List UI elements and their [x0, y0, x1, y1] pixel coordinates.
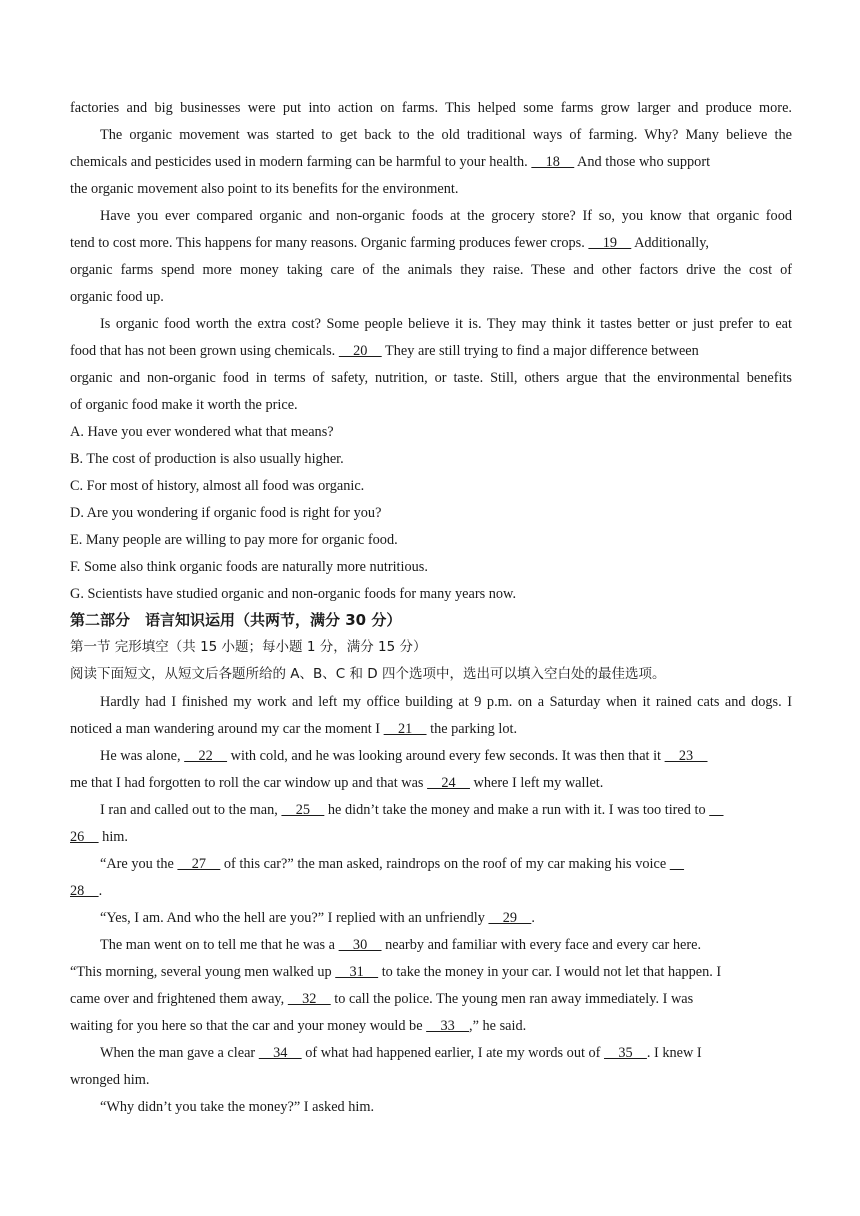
text-span: noticed a man wandering around my car the moment I — [70, 721, 381, 737]
text-span: “Are you the — [100, 856, 174, 872]
paragraph-line: wronged him. — [70, 1072, 150, 1088]
answer-blank-24: 24 — [427, 775, 470, 791]
text-span: where I left my wallet. — [473, 775, 604, 791]
paragraph-line — [100, 1043, 792, 1063]
option-a: A. Have you ever wondered what that means? — [70, 424, 334, 440]
answer-blank-22: 22 — [184, 748, 228, 764]
text-span: “Yes, I am. And who the hell are you?” I replied with an unfriendly — [100, 910, 485, 926]
text-span: chemicals and pesticides used in modern farming can be harmful to your health. — [70, 154, 528, 170]
answer-blank-32: 32 — [287, 991, 331, 1007]
text-span: . — [531, 910, 535, 926]
section-heading: 第一节 完形填空（共 15 小题；每小题 1 分，满分 15 分） — [70, 639, 427, 655]
paragraph-line: organic and non-organic food in terms of safety, nutrition, or taste. Still, others argue that the environmental benefits — [70, 370, 792, 386]
text-span: of what had happened earlier, I ate my words out of — [305, 1045, 601, 1061]
paragraph-line — [70, 152, 792, 172]
text-span: to take the money in your car. I would not let that happen. I — [381, 964, 722, 980]
paragraph-line: The organic movement was started to get back to the old traditional ways of farming. Why? Many believe the — [100, 127, 792, 143]
paragraph-line: Hardly had I finished my work and left my office building at 9 p.m. on a Saturday when it rained cats and dogs. I — [100, 694, 792, 710]
text-span: He was alone, — [100, 748, 181, 764]
text-span: of this car?” the man asked, raindrops on the roof of my car making his voice — [223, 856, 667, 872]
option-e: E. Many people are willing to pay more for organic food. — [70, 532, 398, 548]
paragraph-line — [70, 962, 792, 982]
text-span: They are still trying to find a major difference between — [385, 343, 699, 359]
answer-blank-28: 28 — [70, 883, 99, 899]
answer-blank-34: 34 — [258, 1045, 302, 1061]
option-g: G. Scientists have studied organic and non-organic foods for many years now. — [70, 586, 517, 602]
paragraph-line — [70, 827, 792, 847]
paragraph-line: factories and big businesses were put into action on farms. This helped some farms grow larger and produce more. — [70, 100, 792, 116]
answer-blank-27: 27 — [177, 856, 221, 872]
text-span: food that has not been grown using chemicals. — [70, 343, 336, 359]
answer-blank-29: 29 — [488, 910, 532, 926]
text-span: tend to cost more. This happens for many reasons. Organic farming produces fewer crops. — [70, 235, 585, 251]
text-span: he didn’t take the money and make a run with it. I was too tired to — [327, 802, 706, 818]
paragraph-line — [70, 773, 792, 793]
answer-blank-28-start — [670, 856, 684, 872]
text-span: to call the police. The young men ran away immediately. I was — [334, 991, 694, 1007]
answer-blank-21: 21 — [383, 721, 427, 737]
answer-blank-35: 35 — [604, 1045, 647, 1061]
text-span: ,” he said. — [469, 1018, 527, 1034]
instruction-text: 阅读下面短文，从短文后各题所给的 A、B、C 和 D 四个选项中，选出可以填入空白处的最佳选项。 — [70, 666, 666, 682]
paragraph-line — [100, 854, 792, 874]
paragraph-line — [70, 989, 792, 1009]
answer-blank-31: 31 — [335, 964, 379, 980]
answer-blank-33: 33 — [426, 1018, 470, 1034]
paragraph-line: “Why didn’t you take the money?” I asked him. — [100, 1099, 375, 1115]
paragraph-line — [70, 341, 792, 361]
text-span: Additionally, — [634, 235, 709, 251]
text-span: I ran and called out to the man, — [100, 802, 278, 818]
answer-blank-20: 20 — [338, 343, 382, 359]
paragraph-line: the organic movement also point to its benefits for the environment. — [70, 181, 459, 197]
text-span: When the man gave a clear — [100, 1045, 256, 1061]
paragraph-line — [70, 233, 792, 253]
text-span: with cold, and he was looking around every few seconds. It was then that it — [230, 748, 662, 764]
paragraph-line: Is organic food worth the extra cost? Some people believe it is. They may think it tastes better or just prefer to eat — [100, 316, 792, 332]
paragraph-line: organic farms spend more money taking care of the animals they raise. These and other factors drive the cost of — [70, 262, 792, 278]
answer-blank-23: 23 — [664, 748, 708, 764]
text-span: . I knew I — [646, 1045, 702, 1061]
option-f: F. Some also think organic foods are naturally more nutritious. — [70, 559, 428, 575]
text-span: nearby and familiar with every face and every car here. — [385, 937, 702, 953]
answer-blank-26-start — [709, 802, 723, 818]
answer-blank-19: 19 — [588, 235, 632, 251]
answer-blank-25: 25 — [281, 802, 325, 818]
option-b: B. The cost of production is also usually higher. — [70, 451, 344, 467]
paragraph-line — [100, 746, 792, 766]
text-span: waiting for you here so that the car and your money would be — [70, 1018, 423, 1034]
text-span: And those who support — [577, 154, 711, 170]
text-span: came over and frightened them away, — [70, 991, 285, 1007]
text-span: him. — [102, 829, 128, 845]
paragraph-line — [70, 1016, 792, 1036]
paragraph-line: of organic food make it worth the price. — [70, 397, 298, 413]
paragraph-line — [100, 800, 792, 820]
text-span: “This morning, several young men walked up — [70, 964, 332, 980]
paragraph-line — [70, 881, 792, 901]
option-c: C. For most of history, almost all food was organic. — [70, 478, 365, 494]
answer-blank-26: 26 — [70, 829, 99, 845]
paragraph-line: Have you ever compared organic and non-organic foods at the grocery store? If so, you know that organic food — [100, 208, 792, 224]
paragraph-line — [100, 935, 792, 955]
paragraph-line: organic food up. — [70, 289, 164, 305]
option-d: D. Are you wondering if organic food is right for you? — [70, 505, 382, 521]
text-span: me that I had forgotten to roll the car window up and that was — [70, 775, 424, 791]
answer-blank-18: 18 — [531, 154, 575, 170]
part-heading: 第二部分 语言知识运用（共两节，满分 30 分） — [70, 611, 402, 629]
text-span: . — [98, 883, 103, 899]
answer-blank-30: 30 — [338, 937, 382, 953]
paragraph-line — [70, 719, 792, 739]
paragraph-line — [100, 908, 792, 928]
text-span: the parking lot. — [430, 721, 518, 737]
text-span: The man went on to tell me that he was a — [100, 937, 336, 953]
